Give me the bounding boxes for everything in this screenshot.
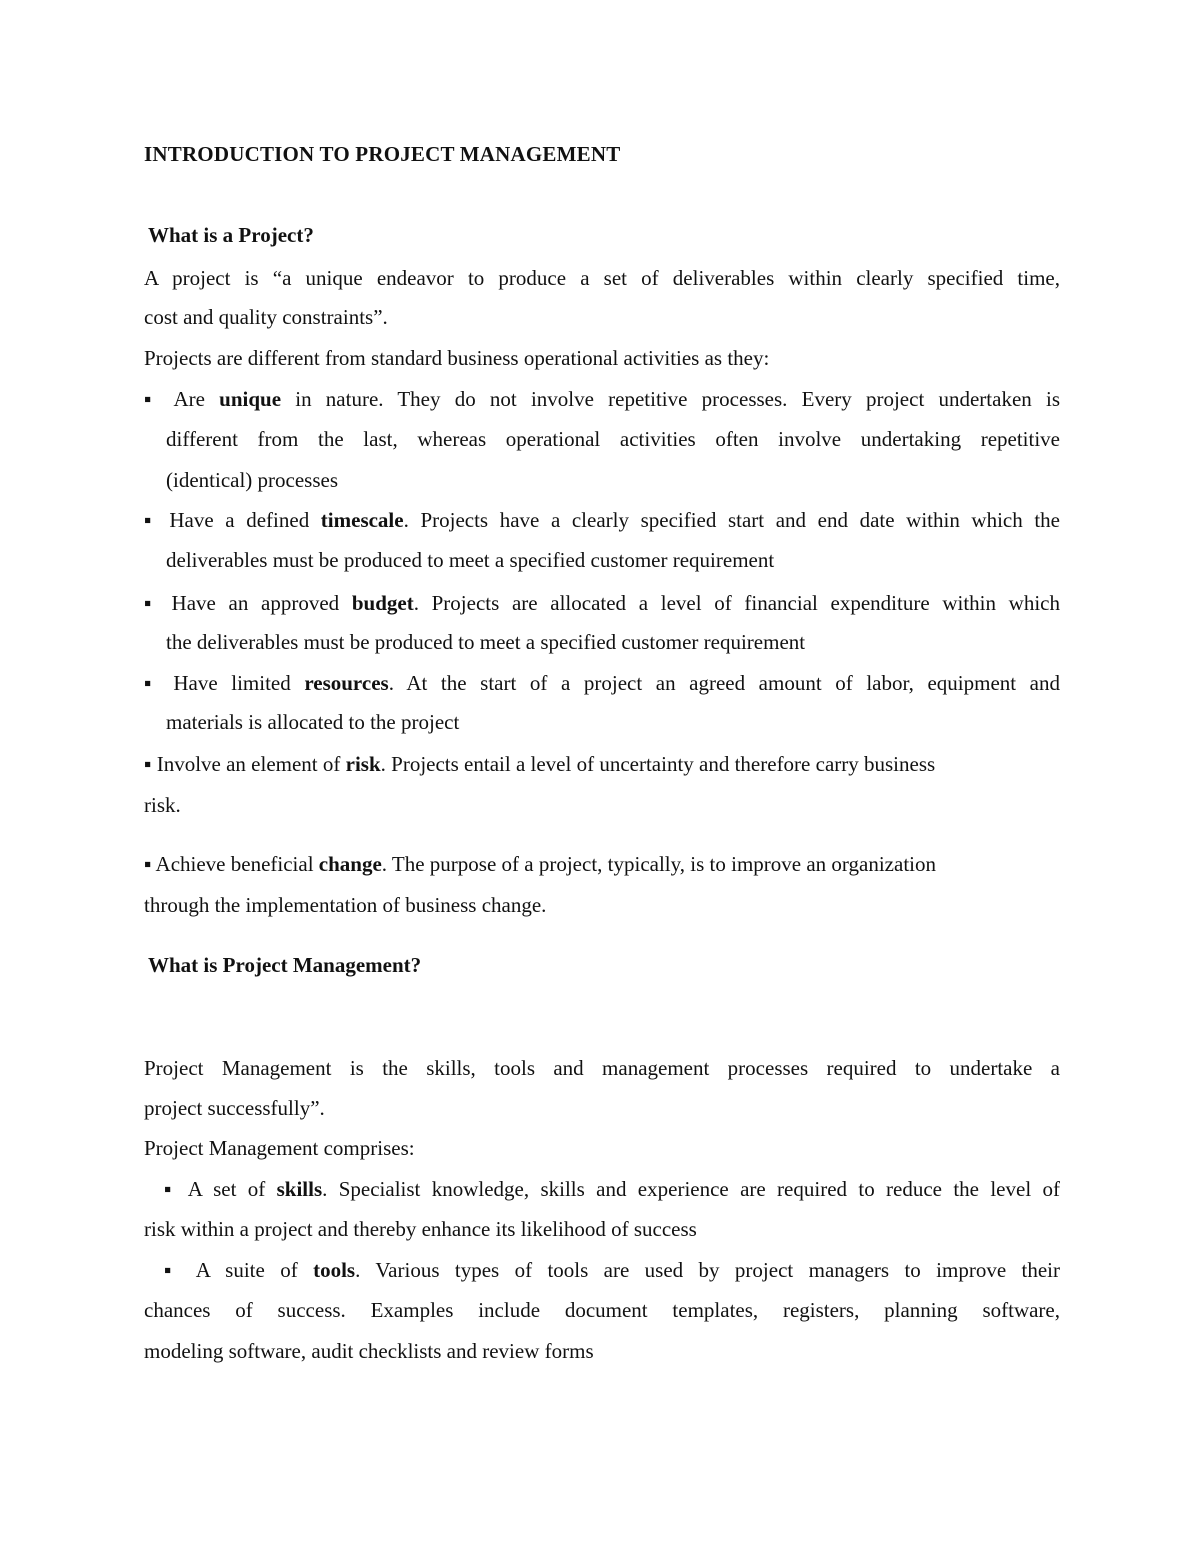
project-intro: Projects are different from standard business operational activities as they: [144, 346, 770, 370]
bullet-resources [144, 669, 1060, 697]
pm-intro: Project Management comprises: [144, 1136, 415, 1160]
section-heading-project-management: What is Project Management? [148, 953, 422, 977]
bullet-keyword: resources [304, 671, 389, 695]
bullet-lead: ▪ A suite of [164, 1258, 314, 1282]
bullet-unique-line-2: different from the last, whereas operational activities often involve undertaking repetitive [166, 427, 1060, 451]
bullet-tools-line-3: modeling software, audit checklists and review forms [144, 1339, 594, 1363]
bullet-tools [164, 1256, 1060, 1284]
bullet-timescale [144, 506, 1060, 534]
bullet-tools-line-2: chances of success. Examples include document templates, registers, planning software, [144, 1298, 1060, 1322]
project-definition-line-2: cost and quality constraints”. [144, 305, 388, 329]
bullet-risk-line-2: risk. [144, 793, 181, 817]
bullet-budget-line-2: the deliverables must be produced to meet a specified customer requirement [166, 630, 806, 654]
bullet-lead: ▪ Are [144, 387, 220, 411]
bullet-text: . Projects have a clearly specified start and end date within which the [403, 508, 1060, 532]
bullet-text: . Projects entail a level of uncertainty and therefore carry business [380, 752, 936, 776]
bullet-keyword: timescale [320, 508, 404, 532]
bullet-lead: ▪ Achieve beneficial [144, 852, 319, 876]
bullet-lead: ▪ Have an approved [144, 591, 352, 615]
bullet-keyword: unique [219, 387, 282, 411]
pm-definition-line-2: project successfully”. [144, 1096, 325, 1120]
bullet-change [144, 850, 936, 878]
bullet-lead: ▪ Have a defined [144, 508, 321, 532]
bullet-keyword: change [318, 852, 382, 876]
bullet-text: . Projects are allocated a level of financial expenditure within which [413, 591, 1060, 615]
bullet-text: . Various types of tools are used by project managers to improve their [355, 1258, 1061, 1282]
bullet-keyword: skills [276, 1177, 323, 1201]
bullet-text: in nature. They do not involve repetitive processes. Every project undertaken is [281, 387, 1060, 411]
bullet-text: . At the start of a project an agreed amount of labor, equipment and [388, 671, 1060, 695]
bullet-unique [144, 385, 1060, 413]
bullet-change-line-2: through the implementation of business change. [144, 893, 547, 917]
bullet-keyword: tools [313, 1258, 356, 1282]
bullet-lead: ▪ A set of [164, 1177, 277, 1201]
bullet-skills [164, 1175, 1060, 1203]
bullet-keyword: budget [351, 591, 414, 615]
bullet-budget [144, 589, 1060, 617]
bullet-skills-line-2: risk within a project and thereby enhance its likelihood of success [144, 1217, 697, 1241]
bullet-lead: ▪ Involve an element of [144, 752, 346, 776]
bullet-keyword: risk [345, 752, 381, 776]
section-heading-project: What is a Project? [148, 223, 314, 247]
bullet-lead: ▪ Have limited [144, 671, 305, 695]
bullet-text: . The purpose of a project, typically, is to improve an organization [381, 852, 936, 876]
bullet-risk [144, 750, 935, 778]
bullet-unique-line-3: (identical) processes [166, 468, 339, 492]
bullet-timescale-line-2: deliverables must be produced to meet a specified customer requirement [166, 548, 775, 572]
bullet-text: . Specialist knowledge, skills and experience are required to reduce the level of [322, 1177, 1060, 1201]
bullet-resources-line-2: materials is allocated to the project [166, 710, 460, 734]
document-title: INTRODUCTION TO PROJECT MANAGEMENT [144, 142, 621, 166]
pm-definition-line-1: Project Management is the skills, tools and management processes required to undertake a [144, 1056, 1060, 1080]
project-definition-line-1: A project is “a unique endeavor to produce a set of deliverables within clearly specified time, [144, 266, 1060, 290]
